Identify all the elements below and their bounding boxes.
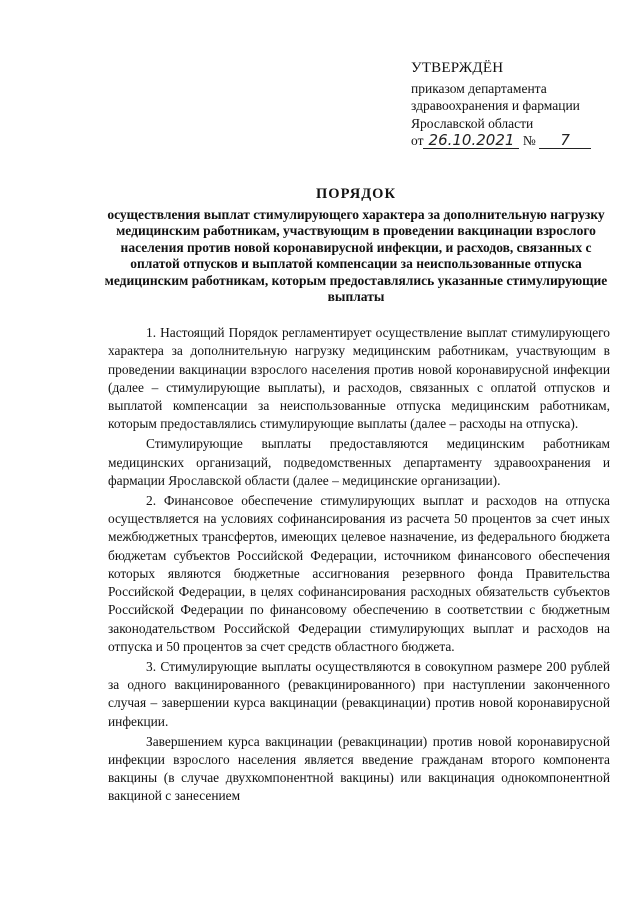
- document-body: [108, 324, 610, 807]
- handwritten-date: 26.10.2021: [423, 132, 519, 149]
- paragraph: Завершением курса вакцинации (ревакцинации) против новой коронавирусной инфекции взрослого населения является введение гражданам второго компонента вакцины (в случае двухкомпонентной вакцины) или вакцинация однокомпонентной вакциной с занесением: [108, 733, 610, 804]
- number-prefix: №: [522, 133, 536, 148]
- paragraph: 3. Стимулирующие выплаты осуществляются в совокупном размере 200 рублей за одного вакцинированного (ревакцинированного) при наступлении законченного случая – завершении курса вакцинации (ревакцинации) против новой коронавирусной инфекции.: [108, 658, 610, 729]
- paragraph: Стимулирующие выплаты предоставляются медицинским работникам медицинских организаций, подведомственных департаменту здравоохранения и фармации Ярославской области (далее – медицинские организации).: [108, 436, 610, 488]
- date-prefix: от: [411, 133, 424, 148]
- document-title: [96, 186, 616, 306]
- approval-heading: УТВЕРЖДЁН: [411, 60, 504, 76]
- title-main: ПОРЯДОК: [316, 186, 396, 202]
- approval-line-2: здравоохранения и фармации: [411, 98, 580, 113]
- approval-stamp: [411, 60, 621, 150]
- approval-date-line: [411, 132, 621, 150]
- handwritten-number: 7: [539, 132, 591, 149]
- paragraph: 1. Настоящий Порядок регламентирует осуществление выплат стимулирующего характера за дополнительную нагрузку медицинским работникам, участвующим в проведении вакцинации взрослого населения против новой коронавирусной инфекции (далее – стимулирующие выплаты), и расходов, связанных с оплатой отпусков и выплатой компенсации за неиспользованные отпуска медицинским работникам, которым предоставлялись стимулирующие выплаты (далее – расходы на отпуска).: [108, 325, 610, 432]
- approval-line-3: Ярославской области: [411, 115, 534, 131]
- paragraph: 2. Финансовое обеспечение стимулирующих выплат и расходов на отпуска осуществляется на условиях софинансирования из расчета 50 процентов за счет иных межбюджетных трансфертов, имеющих целевое назначение, из федерального бюджета бюджетам субъектов Российской Федерации, источником финансового обеспечения которых являются бюджетные ассигнования резервного фонда Правительства Российской Федерации, в целях софинансирования расходных обязательств субъектов Российской Федерации по финансовому обеспечению в соответствии с бюджетным законодательством Российской Федерации стимулирующих выплат и расходов на отпуска и 50 процентов за счет средств областного бюджета.: [108, 492, 610, 655]
- title-subtitle: осуществления выплат стимулирующего характера за дополнительную нагрузку медицинским работникам, участвующим в проведении вакцинации взрослого населения против новой коронавирусной инфекции, и расходов, связанных с оплатой отпусков и выплатой компенсации за неиспользованные отпуска медицинским работникам, которым предоставлялись указанные стимулирующие выплаты: [104, 206, 608, 304]
- approval-line-1: приказом департамента: [411, 80, 547, 96]
